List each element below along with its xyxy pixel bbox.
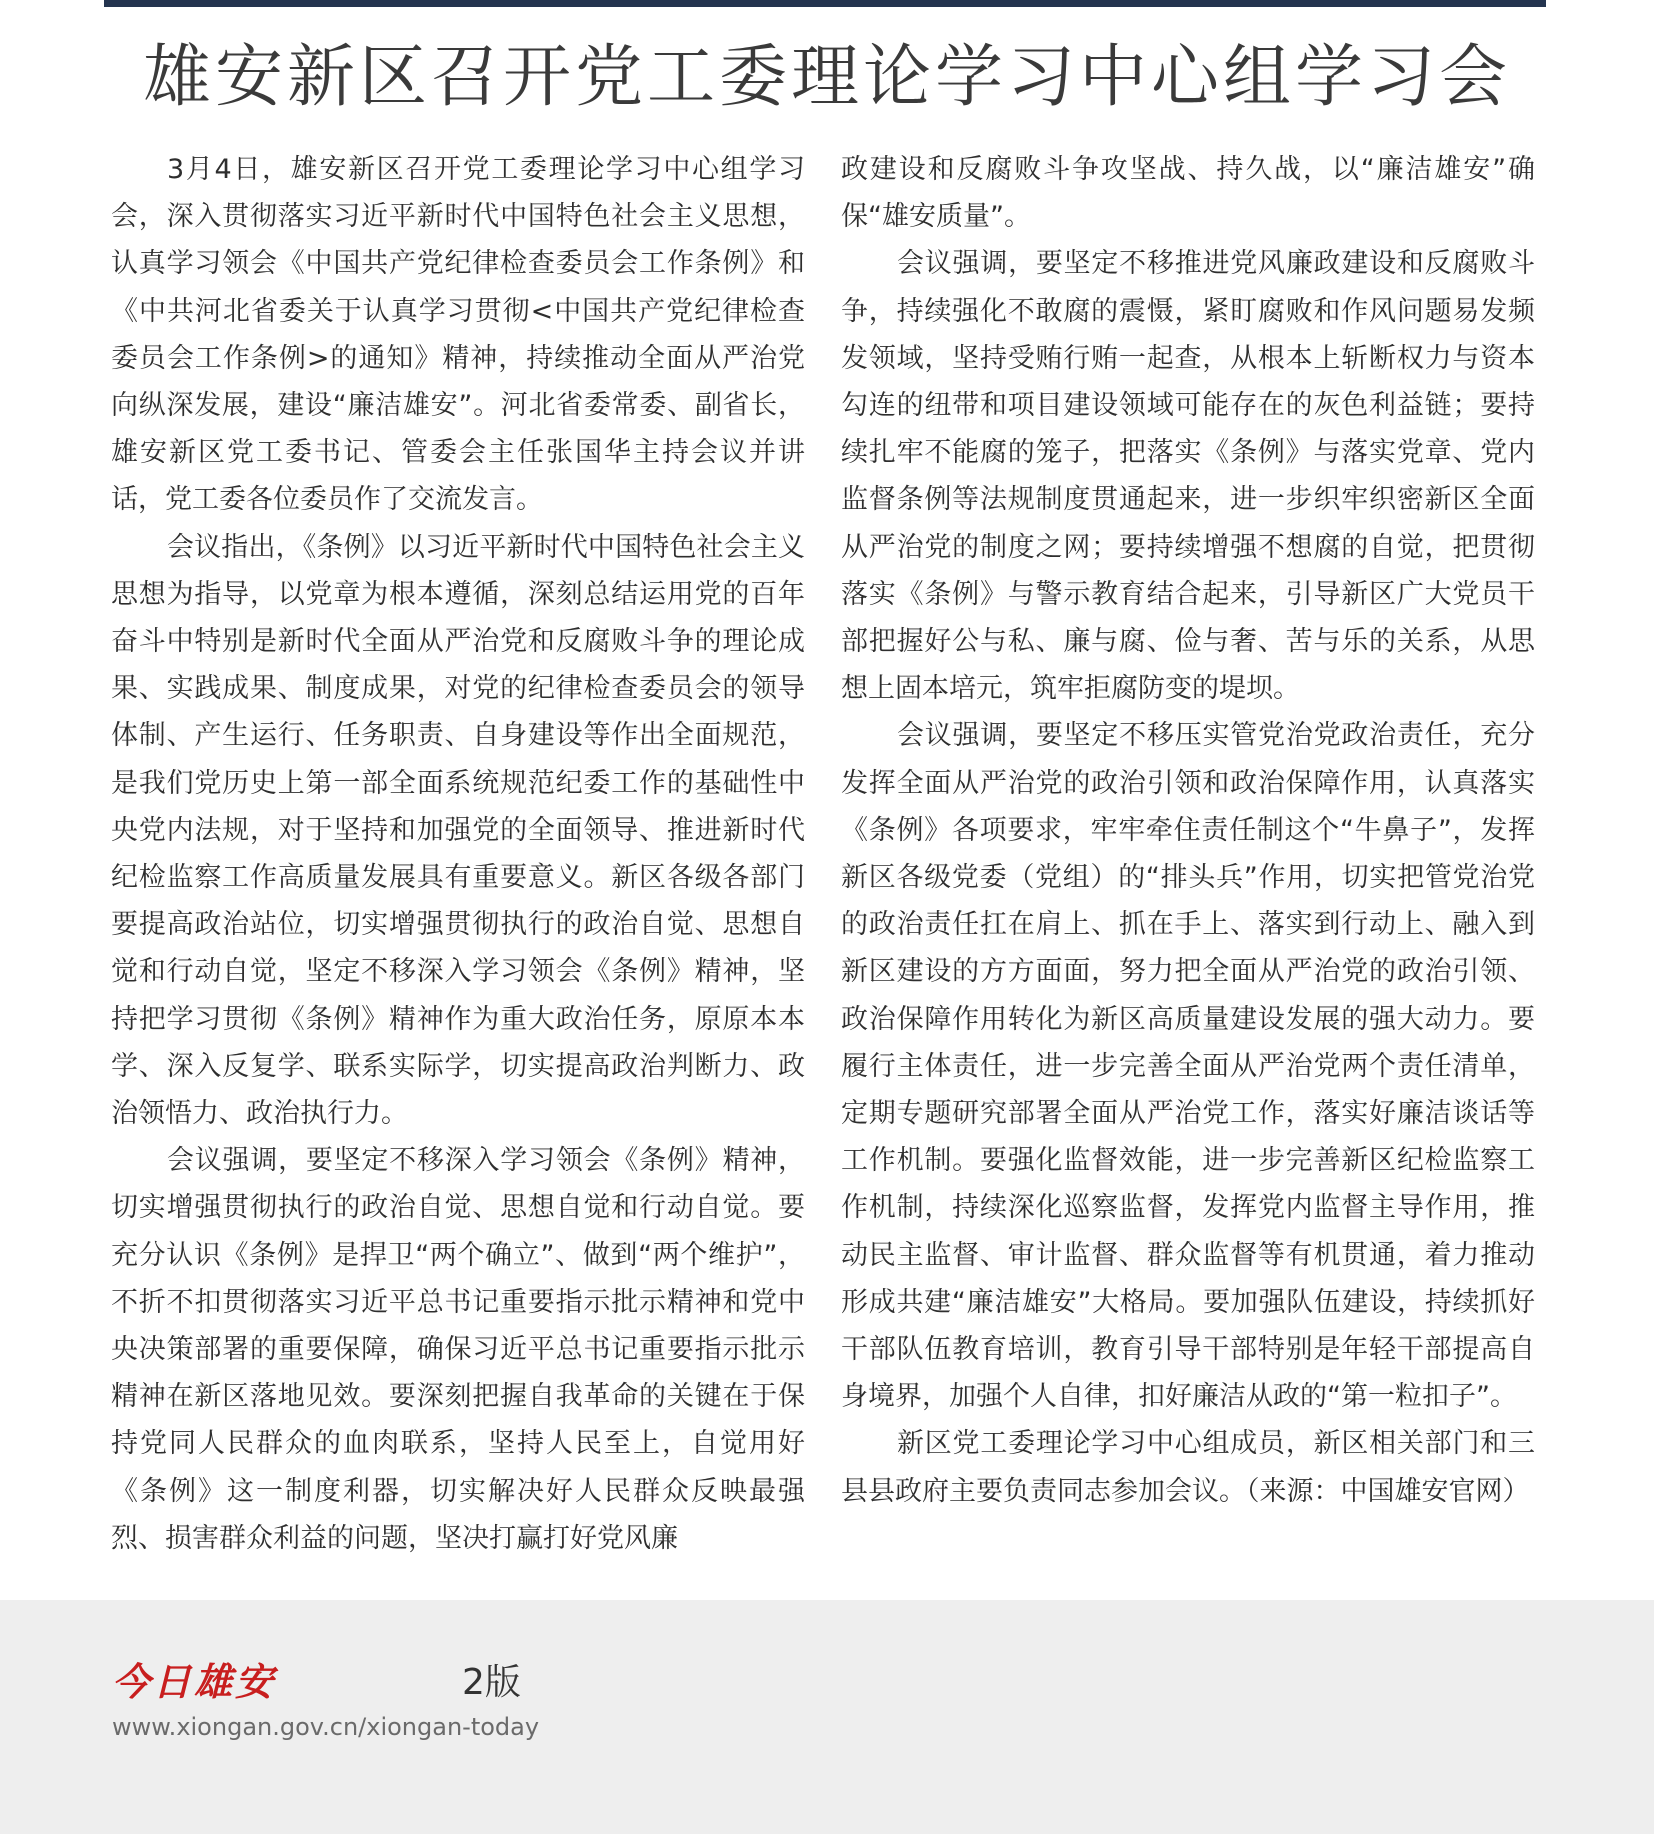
paragraph: 会议强调，要坚定不移压实管党治党政治责任，充分发挥全面从严治党的政治引领和政治保障作用，认真落实《条例》各项要求，牢牢牵住责任制这个“牛鼻子”，发挥新区各级党委（党组）的“排头兵”作用，切实把管党治党的政治责任扛在肩上、抓在手上、落实到行动上、融入到新区建设的方方面面，努力把全面从严治党的政治引领、政治保障作用转化为新区高质量建设发展的强大动力。要履行主体责任，进一步完善全面从严治党两个责任清单，定期专题研究部署全面从严治党工作，落实好廉洁谈话等工作机制。要强化监督效能，进一步完善新区纪检监察工作机制，持续深化巡察监督，发挥党内监督主导作用，推动民主监督、审计监督、群众监督等有机贯通，着力推动形成共建“廉洁雄安”大格局。要加强队伍建设，持续抓好干部队伍教育培训，教育引导干部特别是年轻干部提高自身境界，加强个人自律，扣好廉洁从政的“第一粒扣子”。 [841,720,1535,1413]
paragraph: 3月4日，雄安新区召开党工委理论学习中心组学习会，深入贯彻落实习近平新时代中国特色社会主义思想，认真学习领会《中国共产党纪律检查委员会工作条例》和《中共河北省委关于认真学习贯彻<中国共产党纪律检查委员会工作条例>的通知》精神，持续推动全面从严治党向纵深发展，建设“廉洁雄安”。河北省委常委、副省长，雄安新区党工委书记、管委会主任张国华主持会议并讲话，党工委各位委员作了交流发言。 [111,154,805,516]
article-column-right [841,146,1535,1566]
top-rule [104,0,1546,7]
paragraph: 会议强调，要坚定不移推进党风廉政建设和反腐败斗争，持续强化不敢腐的震慑，紧盯腐败和作风问题易发频发领域，坚持受贿行贿一起查，从根本上斩断权力与资本勾连的纽带和项目建设领域可能存在的灰色利益链；要持续扎牢不能腐的笼子，把落实《条例》与落实党章、党内监督条例等法规制度贯通起来，进一步织牢织密新区全面从严治党的制度之网；要持续增强不想腐的自觉，把贯彻落实《条例》与警示教育结合起来，引导新区广大党员干部把握好公与私、廉与腐、俭与奢、苦与乐的关系，从思想上固本培元，筑牢拒腐防变的堤坝。 [841,248,1535,705]
paragraph: 新区党工委理论学习中心组成员，新区相关部门和三县县政府主要负责同志参加会议。（来源：中国雄安官网） [841,1428,1535,1507]
paragraph: 会议指出，《条例》以习近平新时代中国特色社会主义思想为指导，以党章为根本遵循，深刻总结运用党的百年奋斗中特别是新时代全面从严治党和反腐败斗争的理论成果、实践成果、制度成果，对党的纪律检查委员会的领导体制、产生运行、任务职责、自身建设等作出全面规范，是我们党历史上第一部全面系统规范纪委工作的基础性中央党内法规，对于坚持和加强党的全面领导、推进新时代纪检监察工作高质量发展具有重要意义。新区各级各部门要提高政治站位，切实增强贯彻执行的政治自觉、思想自觉和行动自觉，坚定不移深入学习领会《条例》精神，坚持把学习贯彻《条例》精神作为重大政治任务，原原本本学、深入反复学、联系实际学，切实提高政治判断力、政治领悟力、政治执行力。 [111,531,805,1130]
page-footer [0,1600,1654,1834]
paragraph: 会议强调，要坚定不移深入学习领会《条例》精神，切实增强贯彻执行的政治自觉、思想自觉和行动自觉。要充分认识《条例》是捍卫“两个确立”、做到“两个维护”，不折不扣贯彻落实习近平总书记重要指示批示精神和党中央决策部署的重要保障，确保习近平总书记重要指示批示精神在新区落地见效。要深刻把握自我革命的关键在于保持党同人民群众的血肉联系，坚持人民至上，自觉用好《条例》这一制度利器，切实解决好人民群众反映最强烈、损害群众利益的问题，坚决打赢打好党风廉 [111,1145,805,1554]
article-column-left [111,146,805,1566]
brand-logo: 今日雄安 [112,1659,277,1704]
site-url[interactable]: www.xiongan.gov.cn/xiongan-today [112,1713,540,1741]
article-body [111,146,1535,1566]
article-title: 雄安新区召开党工委理论学习中心组学习会 [142,38,1511,117]
paragraph-continued: 政建设和反腐败斗争攻坚战、持久战，以“廉洁雄安”确保“雄安质量”。 [841,154,1535,233]
page-number: 2版 [462,1662,521,1703]
